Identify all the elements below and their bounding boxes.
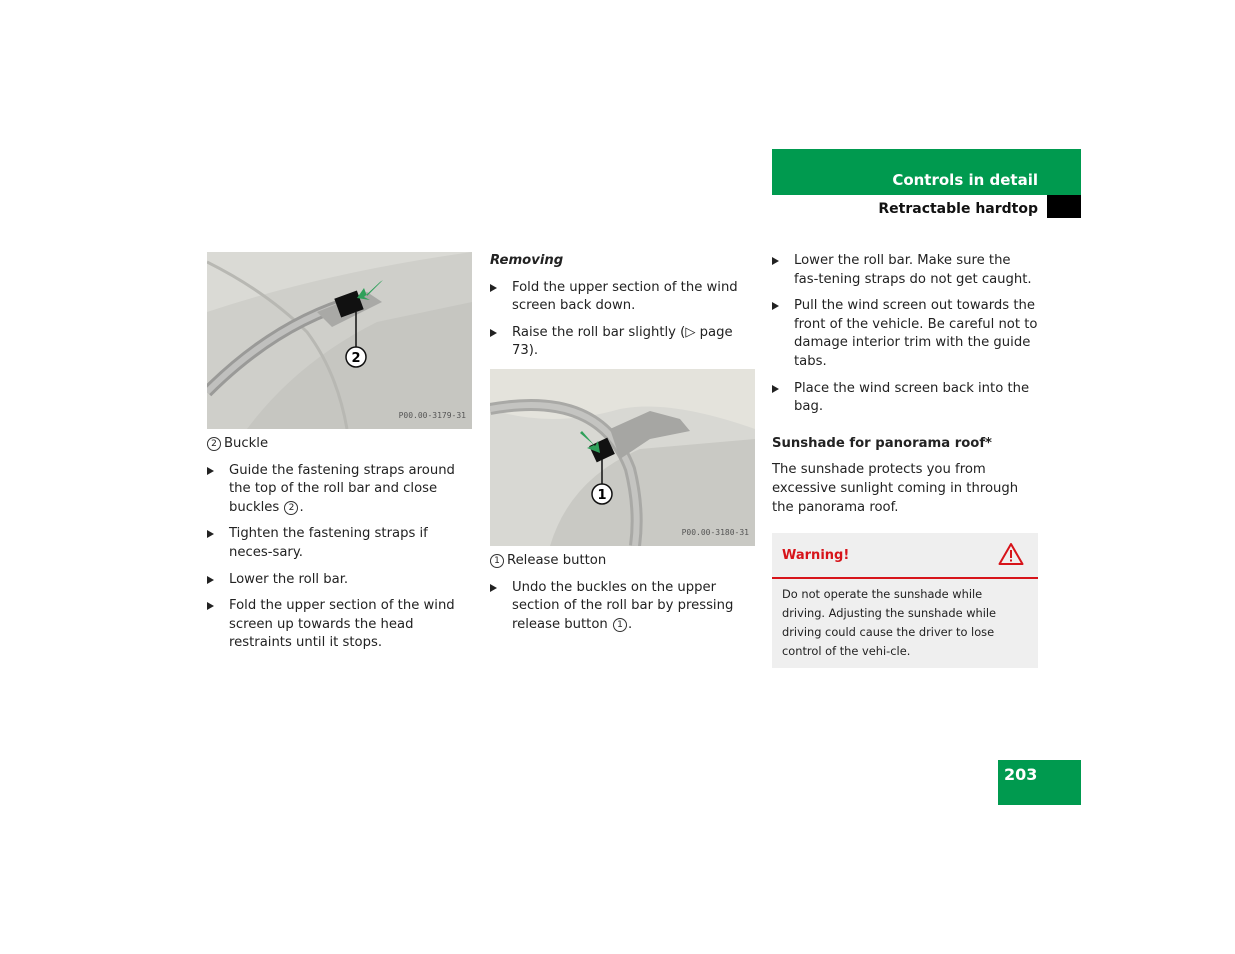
buckle-illustration bbox=[207, 252, 472, 429]
list-item: Tighten the fastening straps if neces-sary. bbox=[207, 525, 473, 562]
bullet-arrow-icon bbox=[207, 467, 214, 475]
photo-code: P00.00-3180-31 bbox=[681, 528, 749, 538]
paragraph: The sunshade protects you from excessive sunlight coming in through the panorama roof. bbox=[772, 462, 1019, 515]
bullet-arrow-icon bbox=[772, 257, 779, 265]
bullet-arrow-icon bbox=[490, 329, 497, 337]
list-item: Place the wind screen back into the bag. bbox=[772, 380, 1038, 417]
bullet-arrow-icon bbox=[490, 584, 497, 592]
caption-text: Release button bbox=[507, 552, 607, 568]
list-item: Lower the roll bar. Make sure the fas-tening straps do not get caught. bbox=[772, 252, 1038, 289]
callout-number: 2 bbox=[284, 501, 298, 515]
photo-code: P00.00-3179-31 bbox=[398, 411, 466, 421]
subsection-title: Removing bbox=[490, 253, 564, 268]
section-heading: Sunshade for panorama roof* bbox=[772, 435, 992, 451]
caption-buckle bbox=[207, 435, 473, 454]
buckle-photo bbox=[207, 252, 472, 429]
column-1 bbox=[207, 252, 473, 653]
section-header bbox=[772, 195, 1081, 218]
page-number: 203 bbox=[1004, 765, 1038, 784]
callout-number: 1 bbox=[490, 554, 504, 568]
callout-number: 1 bbox=[613, 618, 627, 632]
caption-release-button bbox=[490, 552, 756, 571]
list-item: Lower the roll bar. bbox=[207, 571, 473, 590]
warning-label: Warning! bbox=[782, 548, 850, 564]
warning-header bbox=[772, 533, 1038, 579]
list-item: Fold the upper section of the wind screen back down. bbox=[490, 279, 756, 316]
column-2 bbox=[490, 252, 756, 634]
photo-marker-2: 2 bbox=[351, 351, 361, 366]
column-3 bbox=[772, 252, 1038, 668]
warning-text: Do not operate the sunshade while driving. Adjusting the sunshade while driving could cause the driver to lose control of the vehi-cle. bbox=[782, 587, 997, 658]
caption-text: Buckle bbox=[224, 436, 269, 451]
bullet-arrow-icon bbox=[207, 530, 214, 538]
callout-number: 2 bbox=[207, 437, 221, 451]
section-title: Retractable hardtop bbox=[878, 201, 1038, 217]
bullet-arrow-icon bbox=[772, 302, 779, 310]
bullet-arrow-icon bbox=[490, 284, 497, 292]
list-item: Undo the buckles on the upper section of the roll bar by pressing release button 1 . bbox=[490, 579, 756, 635]
list-item: Fold the upper section of the wind screen up towards the head restraints until it stops. bbox=[207, 597, 473, 653]
warning-box bbox=[772, 533, 1038, 668]
page-number-box bbox=[998, 760, 1081, 805]
bullet-arrow-icon bbox=[207, 602, 214, 610]
chapter-header bbox=[772, 149, 1081, 195]
section-marker bbox=[1047, 195, 1081, 218]
warning-triangle-icon bbox=[998, 542, 1024, 566]
photo-marker-1: 1 bbox=[597, 487, 607, 503]
bullet-arrow-icon bbox=[772, 385, 779, 393]
list-item: Raise the roll bar slightly (▷ page 73). bbox=[490, 324, 756, 361]
list-item: Guide the fastening straps around the top of the roll bar and close buckles 2 . bbox=[207, 462, 473, 518]
release-button-illustration bbox=[490, 369, 755, 546]
release-button-photo bbox=[490, 369, 755, 546]
list-item: Pull the wind screen out towards the front of the vehicle. Be careful not to damage interior trim with the guide tabs. bbox=[772, 297, 1038, 371]
bullet-arrow-icon bbox=[207, 576, 214, 584]
chapter-title: Controls in detail bbox=[892, 171, 1038, 189]
